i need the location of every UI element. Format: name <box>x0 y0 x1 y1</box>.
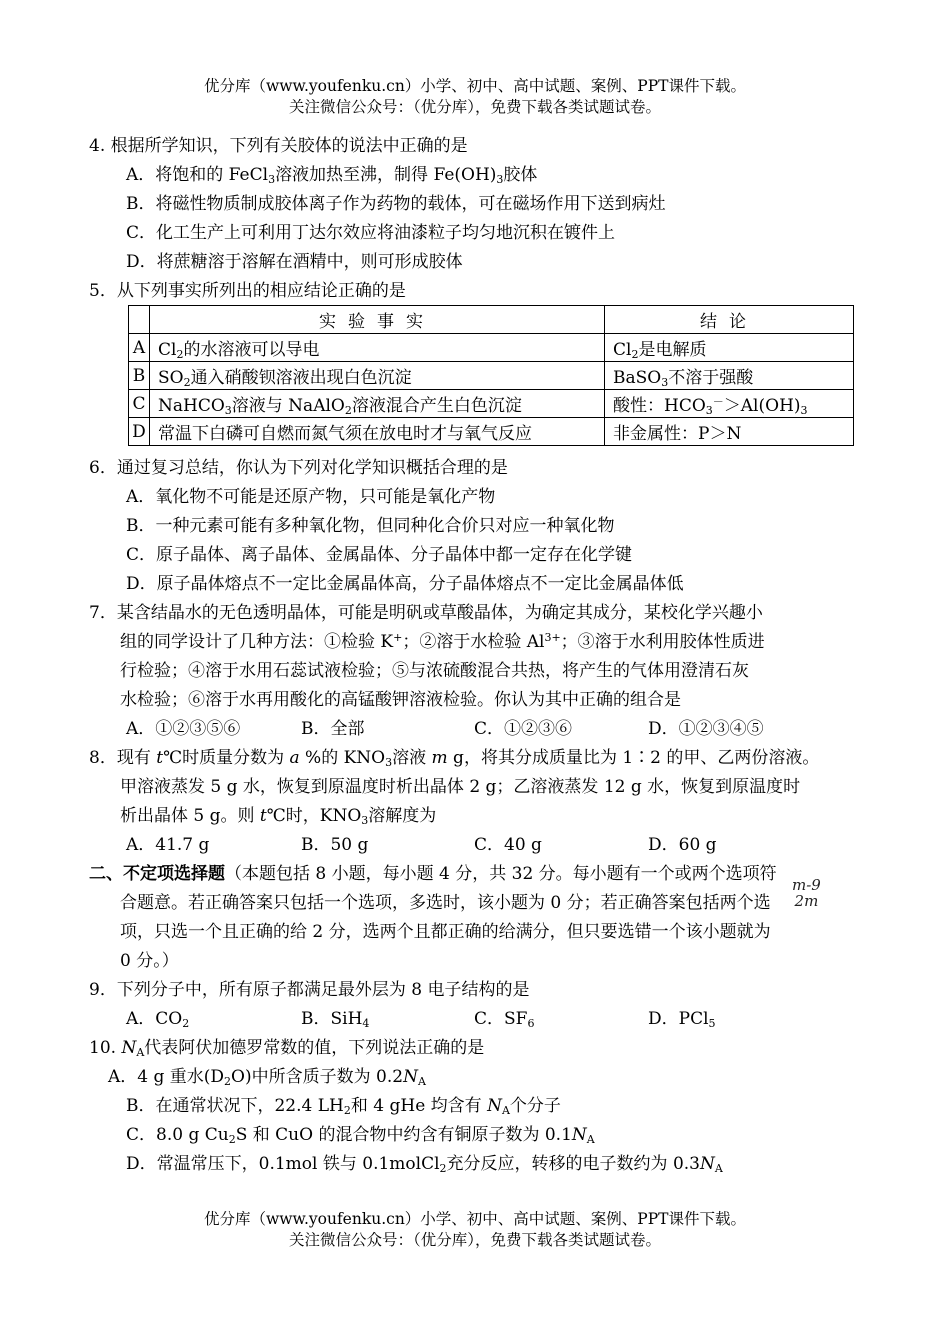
table-row <box>129 390 854 418</box>
q4-stem: 4. 根据所学知识，下列有关胶体的说法中正确的是 <box>89 136 468 156</box>
table-header-fact: 实验事实 <box>150 306 605 334</box>
page-header <box>0 76 950 118</box>
table-header-blank <box>129 306 150 334</box>
q9-option-b: B．SiH$_4$ <box>301 1009 370 1030</box>
table-header-conclusion: 结论 <box>605 306 854 334</box>
q7-line-2: 组的同学设计了几种方法：①检验 K+；②溶于水检验 $Al^{3+}$；③溶于水利用胶体性质进 <box>120 631 765 652</box>
row-label: B <box>129 362 150 390</box>
q10-option-a: A．4 g 重水$(D_2O)$中所含质子数为 $0.2N_A$ <box>108 1067 426 1088</box>
q6-stem: 6．通过复习总结，你认为下列对化学知识概括合理的是 <box>89 458 508 478</box>
q9-stem: 9．下列分子中，所有原子都满足最外层为 8 电子结构的是 <box>89 980 530 1000</box>
header-line-2: 关注微信公众号：（优分库），免费下载各类试题试卷。 <box>288 98 661 116</box>
q10-option-d: D．常温常压下，0.1mol 铁与 0.1molCl$_2$充分反应，转移的电子数约为 $0.3N_A$ <box>126 1154 723 1175</box>
table-row <box>129 362 854 390</box>
table-row <box>129 334 854 362</box>
row-fact: $SO_2$通入硝酸钡溶液出现白色沉淀 <box>150 362 605 390</box>
row-fact: 常温下白磷可自燃而氮气须在放电时才与氧气反应 <box>150 418 605 446</box>
row-label: C <box>129 390 150 418</box>
q6-option-b: B．一种元素可能有多种氧化物，但同种化合价只对应一种氧化物 <box>126 516 615 536</box>
q10-option-c: C．8.0 g $Cu_2S$ 和 CuO 的混合物中约含有铜原子数为 $0.1N_A$ <box>126 1125 595 1146</box>
footer-line-1: 优分库（www.youfenku.cn）小学、初中、高中试题、案例、PPT课件下载。 <box>203 1210 747 1228</box>
q7-line-3: 行检验；④溶于水用石蕊试液检验；⑤与浓硫酸混合共热，将产生的气体用澄清石灰 <box>120 661 749 681</box>
q10-stem: 10. $N_A$代表阿伏加德罗常数的值，下列说法正确的是 <box>89 1038 485 1059</box>
q7-line-4: 水检验；⑥溶于水再用酸化的高锰酸钾溶液检验。你认为其中正确的组合是 <box>120 690 681 710</box>
q8-option-d: D．60 g <box>648 835 717 855</box>
stray-formula <box>792 877 821 909</box>
q8-option-a: A．41.7 g <box>126 835 210 855</box>
q9-option-d: D．PCl$_5$ <box>648 1009 716 1030</box>
q6-option-a: A．氧化物不可能是还原产物，只可能是氧化产物 <box>126 487 496 507</box>
row-conclusion: 非金属性：P＞N <box>605 418 854 446</box>
q7-option-c: C．①②③⑥ <box>474 719 573 739</box>
stray-formula-top: m-9 <box>792 876 821 894</box>
q6-option-c: C．原子晶体、离子晶体、金属晶体、分子晶体中都一定存在化学键 <box>126 545 633 565</box>
q4-option-c: C．化工生产上可利用丁达尔效应将油漆粒子均匀地沉积在镀件上 <box>126 223 616 243</box>
stray-formula-bottom: 2m <box>794 892 819 910</box>
row-conclusion: 酸性：$HCO_3^->Al(OH)_3$ <box>605 390 854 418</box>
q6-option-d: D．原子晶体熔点不一定比金属晶体高，分子晶体熔点不一定比金属晶体低 <box>126 574 684 594</box>
q9-option-a: A．$CO_2$ <box>126 1009 190 1030</box>
q4-option-d: D．将蔗糖溶于溶解在酒精中，则可形成胶体 <box>126 252 463 272</box>
q5-stem: 5．从下列事实所列出的相应结论正确的是 <box>89 281 406 301</box>
header-line-1: 优分库（www.youfenku.cn）小学、初中、高中试题、案例、PPT课件下载。 <box>203 77 747 95</box>
q8-options <box>0 833 950 857</box>
row-label: D <box>129 418 150 446</box>
row-label: A <box>129 334 150 362</box>
q4-option-b: B．将磁性物质制成胶体离子作为药物的载体，可在磁场作用下送到病灶 <box>126 194 666 214</box>
table-header-row <box>129 306 854 334</box>
section-2-line-1: 二、不定项选择题（本题包括 8 小题，每小题 4 分，共 32 分。每小题有一个或两个选项符 <box>89 864 777 884</box>
q7-option-d: D．①②③④⑤ <box>648 719 764 739</box>
q8-option-b: B．50 g <box>301 835 369 855</box>
q8-line-1: 8．现有 t℃时质量分数为 a %的 $KNO_3$溶液 m g，将其分成质量比为 1∶2 的甲、乙两份溶液。 <box>89 748 820 769</box>
row-conclusion: BaSO$_3$不溶于强酸 <box>605 362 854 390</box>
q7-line-1: 7．某含结晶水的无色透明晶体，可能是明矾或草酸晶体，为确定其成分，某校化学兴趣小 <box>89 603 763 623</box>
section-2-title: 二、不定项选择题 <box>89 864 225 884</box>
row-conclusion: $Cl_2$是电解质 <box>605 334 854 362</box>
q4-option-a: A．将饱和的 FeCl$_3$溶液加热至沸，制得 $Fe(OH)_3$胶体 <box>126 165 538 186</box>
q7-option-b: B．全部 <box>301 719 365 739</box>
q9-options <box>0 1007 950 1031</box>
row-fact: NaHCO$_3$溶液与 NaAlO$_2$溶液混合产生白色沉淀 <box>150 390 605 418</box>
table-row <box>129 418 854 446</box>
q8-line-2: 甲溶液蒸发 5 g 水，恢复到原温度时析出晶体 2 g；乙溶液蒸发 12 g 水，恢复到原温度时 <box>120 777 801 797</box>
q5-table <box>128 305 854 446</box>
q7-options <box>0 717 950 741</box>
footer-line-2: 关注微信公众号：（优分库），免费下载各类试题试卷。 <box>288 1231 661 1249</box>
q10-option-b: B．在通常状况下，22.4 $LH_2$和 4 gHe 均含有 $N_A$个分子 <box>126 1096 561 1117</box>
section-2-line-4: 0 分。） <box>120 951 179 971</box>
q9-option-c: C．$SF_6$ <box>474 1009 535 1030</box>
q8-line-3: 析出晶体 5 g。则 t℃时，$KNO_3$溶解度为 <box>120 806 437 827</box>
section-2-line-2: 合题意。若正确答案只包括一个选项，多选时，该小题为 0 分；若正确答案包括两个选 <box>120 893 771 913</box>
q7-option-a: A．①②③⑤⑥ <box>126 719 241 739</box>
row-fact: $Cl_2$的水溶液可以导电 <box>150 334 605 362</box>
page-footer <box>0 1209 950 1251</box>
q8-option-c: C．40 g <box>474 835 542 855</box>
section-2-line-3: 项，只选一个且正确的给 2 分，选两个且都正确的给满分，但只要选错一个该小题就为 <box>120 922 771 942</box>
